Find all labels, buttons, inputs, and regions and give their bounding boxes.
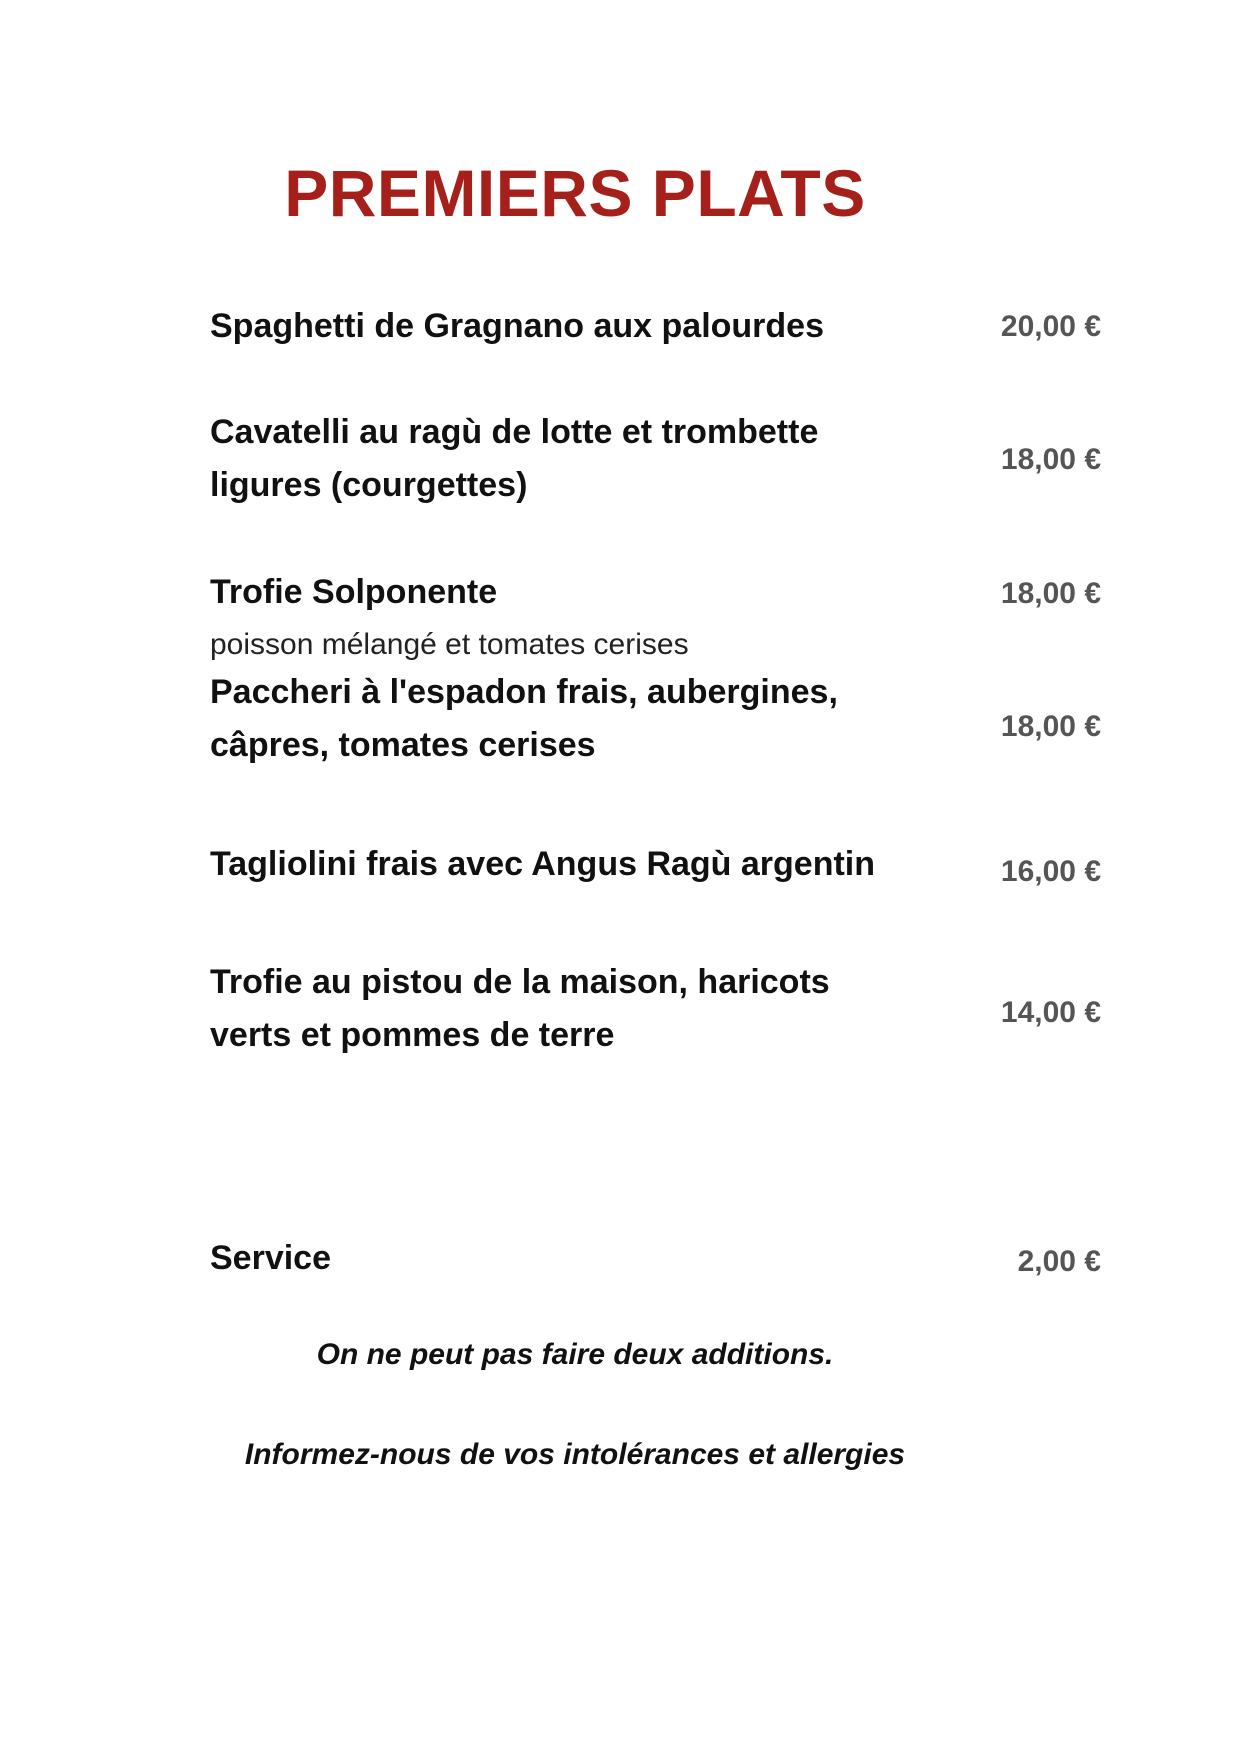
menu-item-name: Paccheri à l'espadon frais, aubergines, câpres, tomates cerises	[210, 673, 838, 764]
menu-item-price: 18,00 €	[1000, 577, 1101, 610]
menu-item-name: Trofie au pistou de la maison, haricots verts et pommes de terre	[210, 963, 830, 1054]
page-title: PREMIERS PLATS	[284, 156, 866, 230]
menu-item-name: Cavatelli au ragù de lotte et trombette ligures (courgettes)	[210, 413, 819, 504]
menu-item-price: 20,00 €	[1000, 310, 1101, 343]
service-price: 2,00 €	[1017, 1245, 1101, 1278]
menu-item-description: poisson mélangé et tomates cerises	[210, 628, 689, 661]
menu-item-name: Tagliolini frais avec Angus Ragù argentin	[210, 845, 876, 883]
menu-item-name: Trofie Solponente	[210, 573, 498, 611]
menu-item-price: 16,00 €	[1000, 855, 1101, 888]
note-single-bill: On ne peut pas faire deux additions.	[316, 1338, 834, 1371]
note-allergies: Informez-nous de vos intolérances et allergies	[244, 1438, 906, 1471]
menu-item-price: 18,00 €	[1000, 443, 1101, 476]
menu-item-price: 14,00 €	[1000, 996, 1101, 1029]
menu-item-price: 18,00 €	[1000, 710, 1101, 743]
service-label: Service	[210, 1239, 331, 1277]
menu-item-name: Spaghetti de Gragnano aux palourdes	[210, 307, 824, 345]
